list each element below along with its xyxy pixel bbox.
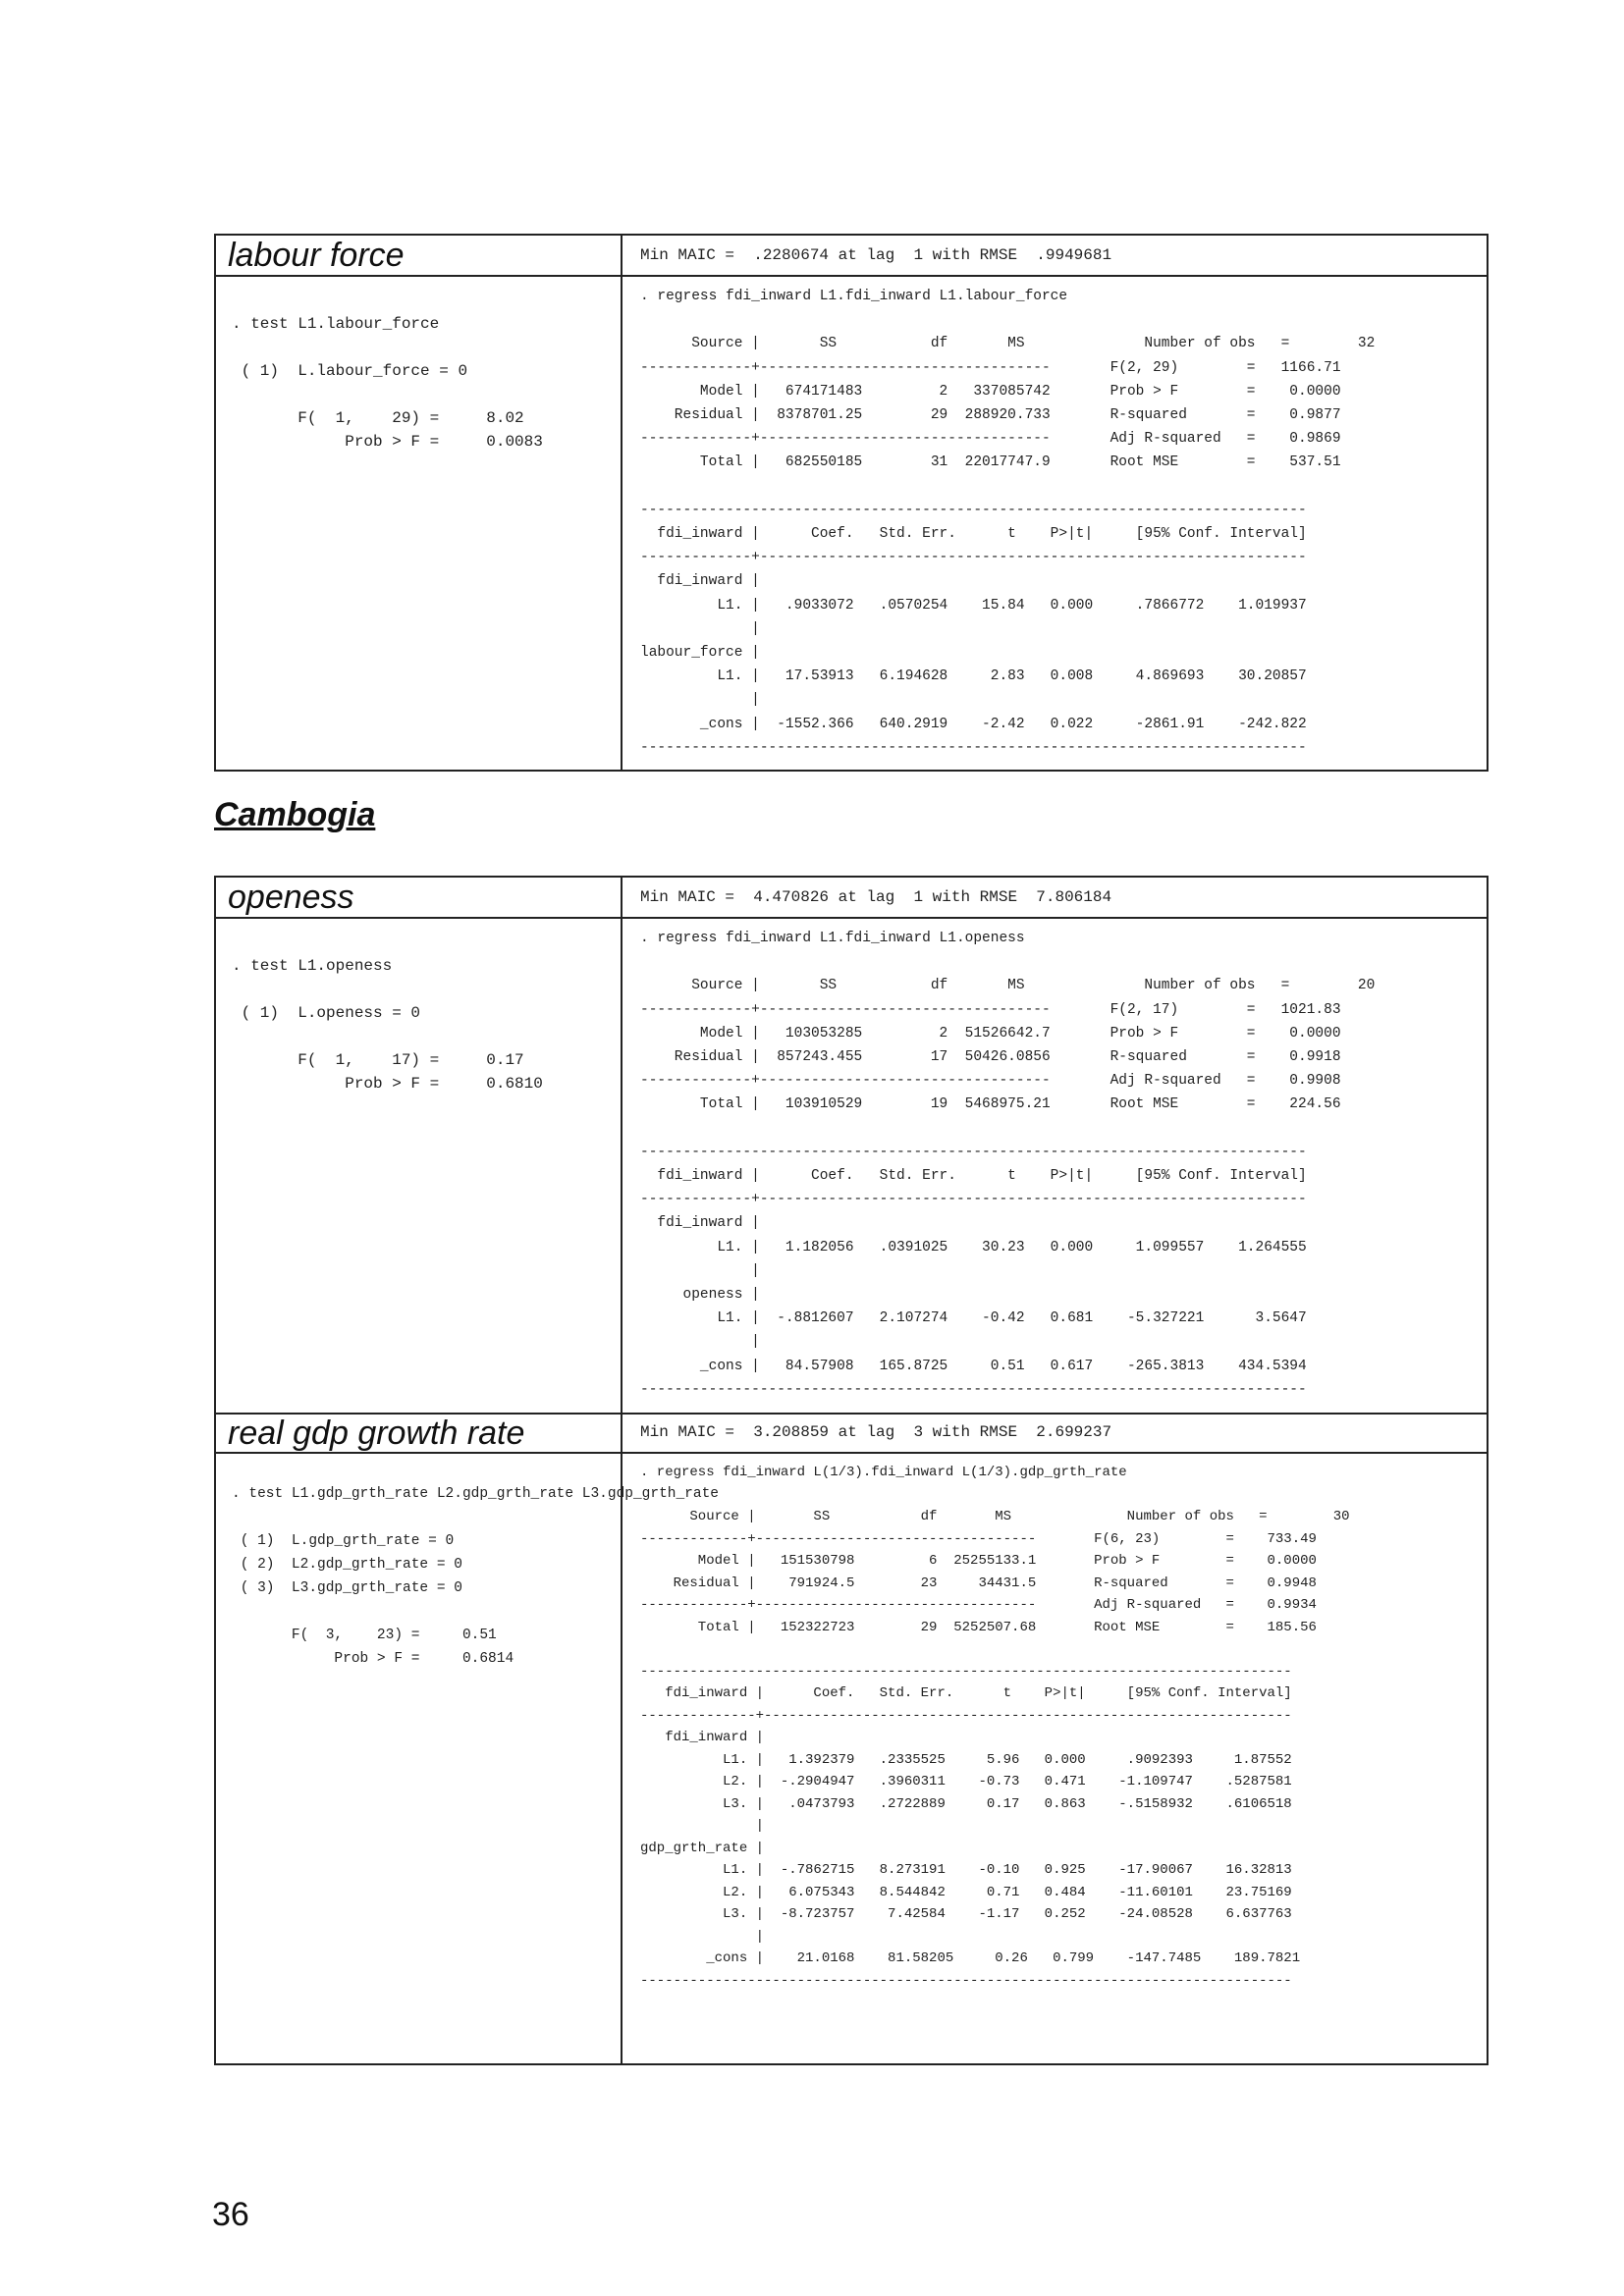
page-number: 36 (212, 2196, 249, 2233)
regression-output: . regress fdi_inward L1.fdi_inward L1.labour_force Source | SS df MS Number of obs = 32 -------------+---------------------------------- F(2, 29) = 1166.71 Model | 674171483 2 337085742 Prob > F = 0.0000 Residual | 8378701.25 29 288920.733 R-squared = 0.9877 -------------+---------------------------------- Adj R-squared = 0.9869 Total | 682550185 31 22017747.9 Root MSE = 537.51 ------------------------------------------------------------------------------ fdi_inward | Coef. Std. Err. t P>|t| [95% Conf. Interval] -------------+---------------------------------------------------------------- fdi_inward | L1. | .9033072 .0570254 15.84 0.000 .7866772 1.019937 | labour_force | L1. | 17.53913 6.194628 2.83 0.008 4.869693 30.20857 | _cons | -1552.366 640.2919 -2.42 0.022 -2861.91 -242.822 ------------------------------------------------------------------------------ (640, 289, 1376, 756)
regression-output: . regress fdi_inward L(1/3).fdi_inward L(1/3).gdp_grth_rate Source | SS df MS Number of obs = 30 -------------+---------------------------------- F(6, 23) = 733.49 Model | 151530798 6 25255133.1 Prob > F = 0.0000 Residual | 791924.5 23 34431.5 R-squared = 0.9948 -------------+---------------------------------- Adj R-squared = 0.9934 Total | 152322723 29 5252507.68 Root MSE = 185.56 ------------------------------------------------------------------------------- fdi_inward | Coef. Std. Err. t P>|t| [95% Conf. Interval] --------------+---------------------------------------------------------------- fdi_inward | L1. | 1.392379 .2335525 5.96 0.000 .9092393 1.87552 L2. | -.2904947 .3960311 -0.73 0.471 -1.109747 .5287581 L3. | .0473793 .2722889 0.17 0.863 -.5158932 .6106518 | gdp_grth_rate | L1. | -.7862715 8.273191 -0.10 0.925 -17.90067 16.32813 L2. | 6.075343 8.544842 0.71 0.484 -11.60101 23.75169 L3. | -8.723757 7.42584 -1.17 0.252 -24.08528 6.637763 | _cons | 21.0168 81.58205 0.26 0.799 -147.7485 189.7821 ------------------------------------------------------------------------------- (640, 1465, 1350, 1989)
maic-line: Min MAIC = 4.470826 at lag 1 with RMSE 7.806184 (640, 888, 1112, 906)
labour-force-table (214, 234, 1489, 772)
test-output: . test L1.labour_force ( 1) L.labour_force = 0 F( 1, 29) = 8.02 Prob > F = 0.0083 (232, 315, 543, 451)
test-output: . test L1.openess ( 1) L.openess = 0 F( 1, 17) = 0.17 Prob > F = 0.6810 (232, 957, 543, 1093)
cambogia-table (214, 876, 1489, 2065)
section-title: real gdp growth rate (228, 1415, 525, 1452)
test-output: . test L1.gdp_grth_rate L2.gdp_grth_rate L3.gdp_grth_rate ( 1) L.gdp_grth_rate = 0 ( 2) L2.gdp_grth_rate = 0 ( 3) L3.gdp_grth_rate = 0 F( 3, 23) = 0.51 Prob > F = 0.6814 (232, 1486, 719, 1667)
section-title: labour force (228, 237, 405, 274)
country-heading: Cambogia (214, 796, 376, 833)
regression-output: . regress fdi_inward L1.fdi_inward L1.openess Source | SS df MS Number of obs = 20 -------------+---------------------------------- F(2, 17) = 1021.83 Model | 103053285 2 51526642.7 Prob > F = 0.0000 Residual | 857243.455 17 50426.0856 R-squared = 0.9918 -------------+---------------------------------- Adj R-squared = 0.9908 Total | 103910529 19 5468975.21 Root MSE = 224.56 ------------------------------------------------------------------------------ fdi_inward | Coef. Std. Err. t P>|t| [95% Conf. Interval] -------------+---------------------------------------------------------------- fdi_inward | L1. | 1.182056 .0391025 30.23 0.000 1.099557 1.264555 | openess | L1. | -.8812607 2.107274 -0.42 0.681 -5.327221 3.5647 | _cons | 84.57908 165.8725 0.51 0.617 -265.3813 434.5394 ------------------------------------------------------------------------------ (640, 931, 1376, 1398)
maic-line: Min MAIC = .2280674 at lag 1 with RMSE .9949681 (640, 246, 1112, 264)
section-title: openess (228, 879, 354, 916)
maic-line: Min MAIC = 3.208859 at lag 3 with RMSE 2.699237 (640, 1423, 1112, 1441)
